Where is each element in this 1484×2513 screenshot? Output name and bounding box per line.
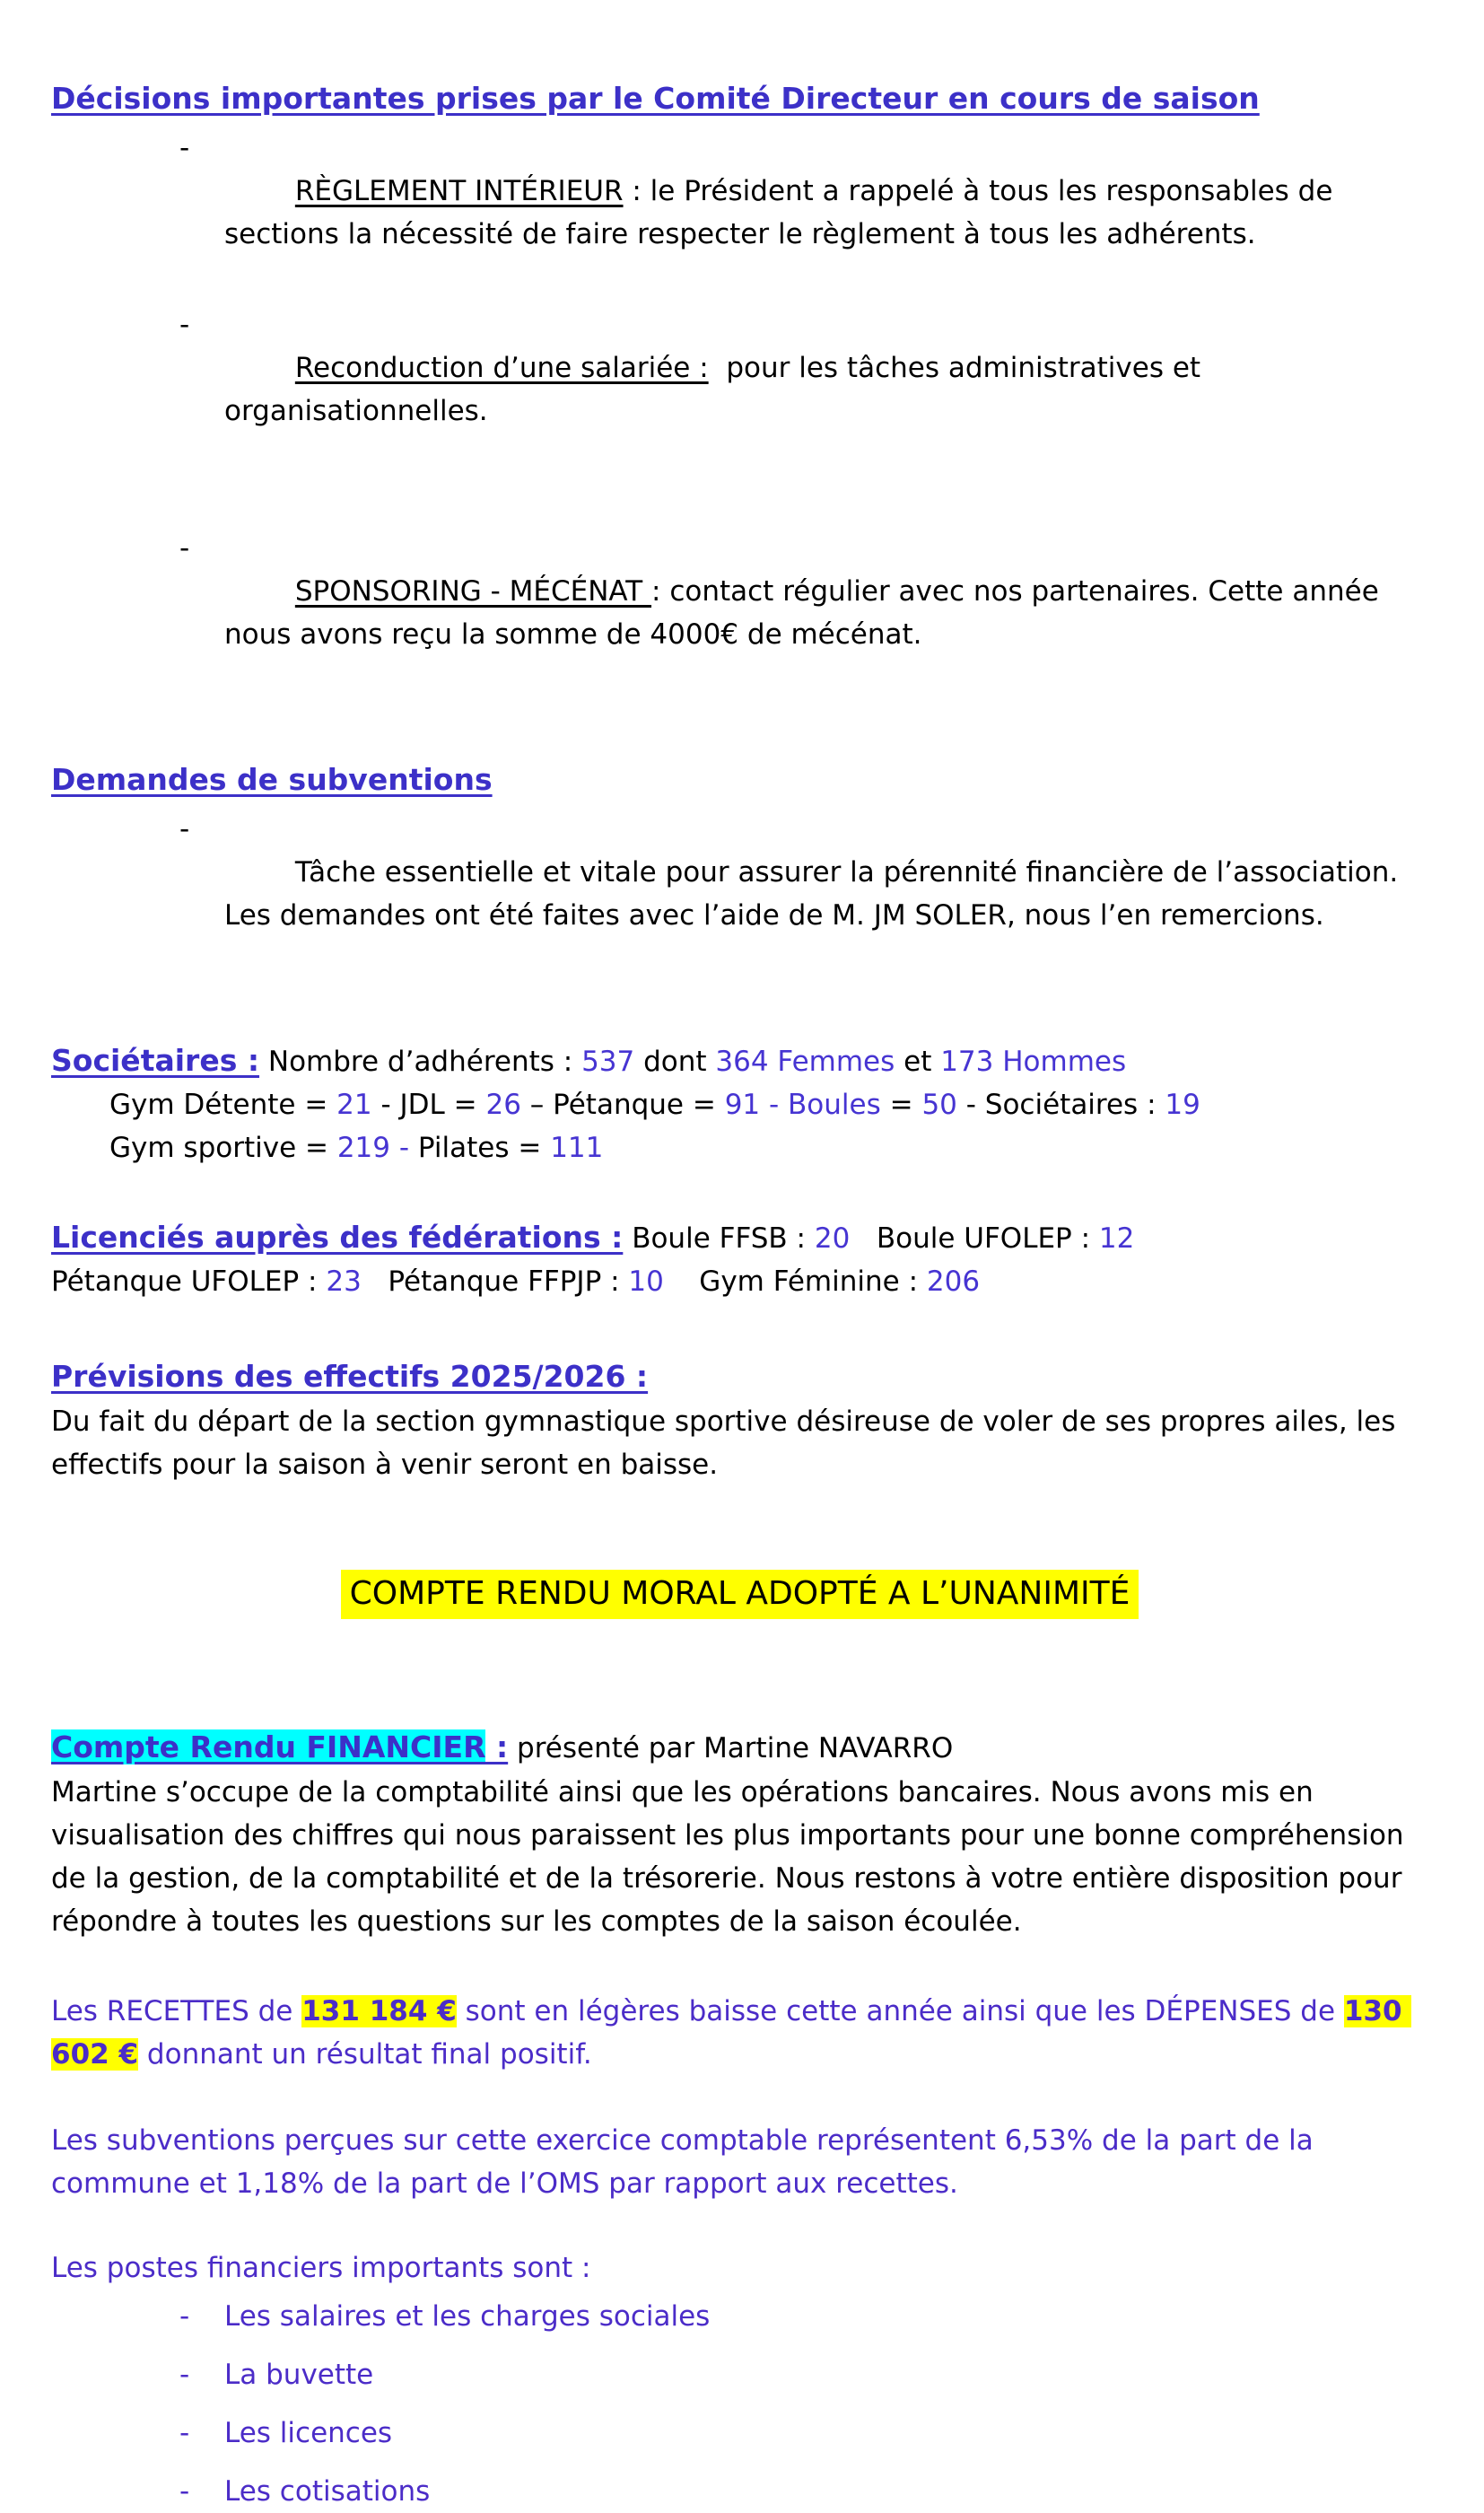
members-text: - JDL =: [371, 1089, 486, 1122]
revenue-amount: 131 184 €: [301, 1994, 457, 2027]
bullet-item-text: : le Président a rappelé à tous les responsables de sections la nécessité de faire respecter le règlement à tous les adhérents.: [224, 175, 1342, 251]
licensees-text: Boule FFSB :: [623, 1222, 815, 1256]
financial-item-label: La buvette: [224, 2359, 374, 2392]
petanque-ffpjp-count: 10: [628, 1265, 664, 1299]
licensees-text: Pétanque FFPJP :: [361, 1265, 629, 1299]
gym-detente-count: 21: [336, 1089, 372, 1122]
financial-items-list: [51, 2295, 1428, 2513]
expense-amount: 130 602 €: [51, 1994, 1412, 2071]
financial-title-line: [51, 1724, 1428, 1770]
section-subsidy-requests: [51, 757, 1428, 980]
financial-item-label: Les licences: [224, 2417, 393, 2450]
bullet-dash: -: [179, 2475, 190, 2509]
section-members: [51, 1038, 1428, 1169]
bullet-item-text: : contact régulier avec nos partenaires. Cette année nous avons reçu la somme de 4000€ de mécénat.: [224, 574, 1388, 651]
petanque-boules-counts: 91 - Boules: [724, 1089, 881, 1122]
list-item: [51, 303, 1428, 476]
members-total-count: 537: [581, 1046, 635, 1079]
section-title-forecast: Prévisions des effectifs 2025/2026 :: [51, 1359, 649, 1395]
members-text: – Pétanque =: [520, 1089, 725, 1122]
bullet-dash: -: [179, 2300, 190, 2334]
bullet-dash: -: [179, 309, 190, 342]
pilates-count: 111: [550, 1132, 604, 1165]
list-item: [51, 808, 1428, 980]
subsidies-paragraph: Les subventions perçues sur cette exercice comptable représentent 6,53% de la part de la commune et 1,18% de la part de l’OMS par rapport aux recettes.: [51, 2123, 1314, 2200]
section-title-decisions: Décisions importantes prises par le Comité Directeur en cours de saison: [51, 81, 1260, 116]
section-decisions: [51, 75, 1428, 699]
list-item: [51, 2470, 1428, 2513]
list-item: [51, 2412, 1428, 2455]
boule-ufolep-count: 12: [1098, 1222, 1135, 1256]
revenue-text: sont en légères baisse cette année ainsi que les DÉPENSES de: [456, 1994, 1344, 2027]
financial-item-label: Les cotisations: [224, 2475, 431, 2509]
decisions-bullet-list: [51, 127, 1428, 699]
licensees-text: Gym Féminine :: [663, 1265, 927, 1299]
bullet-dash: -: [179, 2417, 190, 2450]
revenue-text: donnant un résultat final positif.: [138, 2037, 592, 2071]
bullet-item-text: Tâche essentielle et vitale pour assurer la pérennité financière de l’association. Les demandes ont été faites avec l’aide de M. JM SOLER, nous l’en remercions.: [224, 855, 1408, 932]
gym-sportive-count: 219: [336, 1132, 390, 1165]
members-text: =: [880, 1089, 922, 1122]
bullet-dash: -: [179, 2359, 190, 2392]
members-text: Gym Détente =: [109, 1089, 337, 1122]
members-text: -: [390, 1132, 418, 1165]
section-title-members: Sociétaires :: [51, 1043, 260, 1079]
members-men-count: 173 Hommes: [940, 1046, 1127, 1079]
licensees-line-2: [51, 1260, 1428, 1303]
members-line-1: [51, 1038, 1428, 1083]
jdl-count: 26: [485, 1089, 521, 1122]
bullet-item-text: pour les tâches administratives et organisationnelles.: [224, 352, 1209, 428]
members-text: dont: [634, 1046, 716, 1079]
forecast-body: Du fait du départ de la section gymnastique sportive désireuse de voler de ses propres ailes, les effectifs pour la saison à venir seront en baisse.: [51, 1405, 1396, 1481]
section-financial-report: [51, 1724, 1428, 1942]
moral-report-banner-row: [51, 1569, 1428, 1619]
members-women-count: 364 Femmes: [715, 1046, 895, 1079]
list-item: [51, 2295, 1428, 2338]
bullet-dash: -: [179, 812, 190, 845]
members-text: Gym sportive =: [109, 1132, 337, 1165]
petanque-ufolep-count: 23: [326, 1265, 362, 1299]
section-financial-items: [51, 2246, 1428, 2513]
revenue-text: Les RECETTES de: [51, 1994, 302, 2027]
section-title-licensees: Licenciés auprès des fédérations :: [51, 1220, 624, 1256]
bullet-dash: -: [179, 531, 190, 565]
revenue-paragraph: [51, 1990, 1428, 2076]
licensees-line-1: [51, 1214, 1428, 1260]
members-text: et: [895, 1046, 941, 1079]
members-label: Nombre d’adhérents :: [259, 1046, 582, 1079]
financial-items-intro: Les postes financiers importants sont :: [51, 2252, 591, 2284]
bullet-dash: -: [179, 132, 190, 165]
members-line-2: [51, 1083, 1428, 1126]
boules-count: 50: [921, 1089, 957, 1122]
licensees-text: Pétanque UFOLEP :: [51, 1265, 327, 1299]
gym-feminine-count: 206: [926, 1265, 981, 1299]
moral-report-banner: COMPTE RENDU MORAL ADOPTÉ A L’UNANIMITÉ: [341, 1570, 1139, 1619]
subsidy-bullet-list: [51, 808, 1428, 980]
members-line-3: [51, 1126, 1428, 1169]
list-item: [51, 527, 1428, 699]
bullet-item-head: SPONSORING - MÉCÉNAT: [294, 574, 652, 608]
financial-presenter: présenté par Martine NAVARRO: [508, 1732, 954, 1765]
boule-ffsb-count: 20: [814, 1222, 851, 1256]
bullet-item-head: RÈGLEMENT INTÉRIEUR: [294, 175, 624, 208]
societaires-count: 19: [1165, 1089, 1200, 1122]
list-item: [51, 2353, 1428, 2396]
financial-title-colon: :: [485, 1729, 509, 1765]
licensees-text: Boule UFOLEP :: [850, 1222, 1099, 1256]
members-text: Pilates =: [417, 1132, 551, 1165]
list-item: [51, 127, 1428, 299]
section-federation-licensees: [51, 1214, 1428, 1303]
financial-body: Martine s’occupe de la comptabilité ainsi que les opérations bancaires. Nous avons mis en visualisation des chiffres qui nous paraissent les plus importants pour une bonne compréhension de la gestion, de la comptabilité et de la trésorerie. Nous restons à votre entière disposition pour répondre à toutes les questions sur les comptes de la saison écoulée.: [51, 1775, 1404, 1938]
financial-item-label: Les salaires et les charges sociales: [224, 2300, 711, 2334]
members-text: - Sociétaires :: [956, 1089, 1165, 1122]
section-title-subsidy-requests: Demandes de subventions: [51, 761, 493, 797]
section-title-financial: Compte Rendu FINANCIER: [51, 1729, 486, 1765]
section-forecast: [51, 1353, 1428, 1485]
bullet-item-head: Reconduction d’une salariée :: [294, 352, 709, 385]
